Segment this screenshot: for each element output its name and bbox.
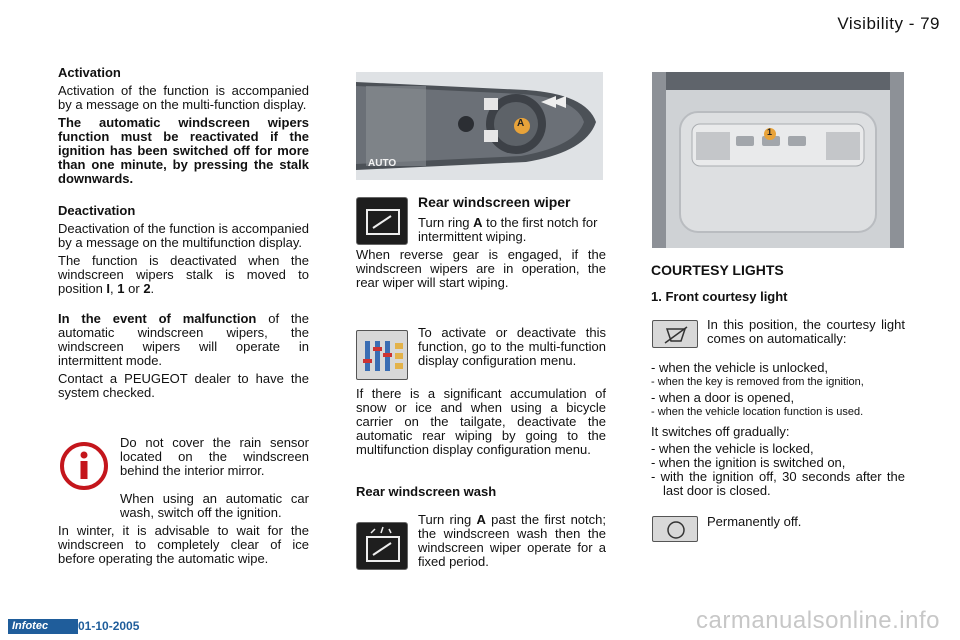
activation-heading: Activation [58,65,121,80]
list-item: - when the vehicle is unlocked, [651,360,829,375]
courtesy-heading: COURTESY LIGHTS [651,262,784,278]
contact-text: Contact a PEUGEOT dealer to have the system checked. [58,371,309,400]
watermark: carmanualsonline.info [696,607,940,634]
photo-label-1: 1 [767,127,773,137]
switches-off-text: It switches off gradually: [651,424,790,439]
list-item: - when the ignition is switched on, [651,455,846,470]
deactivation-text-1: Deactivation of the function is accompanied by a message on the multifunction display. [58,221,309,250]
deactivation-heading: Deactivation [58,203,136,218]
malfunction-text: In the event of malfunction of the automatic windscreen wipers, the windscreen wipers will operate in intermittent mode. [58,311,309,368]
rear-wiper-text: Turn ring A to the first notch for intermittent wiping. [418,215,598,244]
wiper-stalk-photo [356,72,603,180]
rear-wash-icon [356,522,408,570]
stalk-label-a: A [517,118,525,129]
auto-on-list [651,361,905,419]
courtesy-off-icon [652,516,698,542]
front-courtesy-heading: 1. Front courtesy light [651,289,788,304]
stalk-label-auto: AUTO [368,158,397,169]
position-text: In this position, the courtesy light comes on automatically: [707,317,905,346]
winter-text: In winter, it is advisable to wait for the windscreen to completely clear of ice before operating the automatic wipe. [58,523,309,566]
courtesy-light-photo [652,72,904,248]
rear-wash-text: Turn ring A past the first notch; the windscreen wash then the windscreen wiper operate for a fixed period. [418,512,606,569]
snow-text: If there is a significant accumulation of snow or ice and when using a bicycle carrier on the tailgate, deactivate the automatic rear wiping by going to the multifunction display configuration menu. [356,386,606,457]
list-item: - when the vehicle is locked, [651,441,814,456]
activate-text: To activate or deactivate this function, go to the multi-function display configuration menu. [418,325,606,368]
rain-sensor-text: Do not cover the rain sensor located on the windscreen behind the interior mirror. [120,435,309,478]
footer-date: 01-10-2005 [78,619,140,633]
car-wash-text: When using an automatic car wash, switch off the ignition. [120,491,309,520]
activation-warning: The automatic windscreen wipers function must be reactivated if the ignition has been switched off for more than one minute, by pressing the stalk downwards. [58,115,309,186]
list-item: - when a door is opened, [651,390,795,405]
rear-wash-heading: Rear windscreen wash [356,484,497,499]
middle-column [356,194,606,294]
info-note-cont [58,492,309,570]
switch-off-list [651,442,905,498]
configuration-icon [356,330,408,380]
info-note [120,436,309,482]
left-column [58,66,309,404]
page-title: Visibility - 79 [837,14,940,33]
list-item: - with the ignition off, 30 seconds after the last door is closed. [651,469,905,498]
infotec-badge: Infotec [8,619,78,634]
list-item: - when the vehicle location function is used. [651,406,864,418]
reverse-gear-text: When reverse gear is engaged, if the windscreen wipers are in operation, the rear wiper will start wiping. [356,247,606,290]
activation-text: Activation of the function is accompanied by a message on the multi-function display. [58,83,309,112]
courtesy-auto-icon [652,320,698,348]
rear-wiper-heading: Rear windscreen wiper [418,194,571,210]
info-icon [58,440,110,492]
permanently-off-text: Permanently off. [707,514,802,529]
list-item: - when the key is removed from the ignition, [651,376,864,388]
deactivation-text-2: The function is deactivated when the windscreen wipers stalk is moved to position I, 1 or 2. [58,253,309,296]
right-column [651,262,905,304]
